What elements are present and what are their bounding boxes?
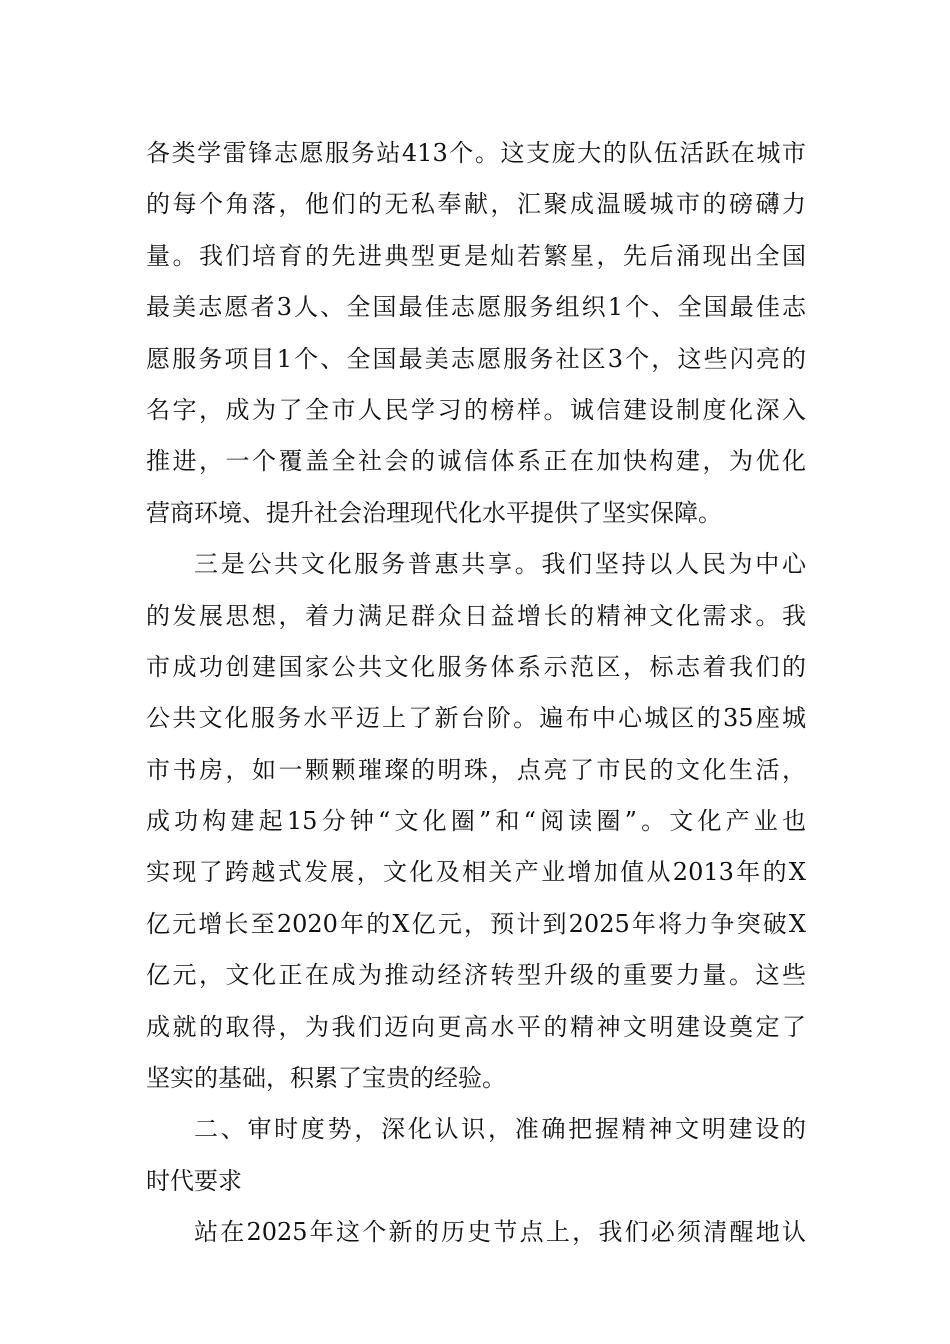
document-page (146, 128, 806, 1259)
text-line: 公共文化服务水平迈上了新台阶。遍布中心城区的35座城 (146, 704, 806, 733)
text-line: 三是公共文化服务普惠共享。我们坚持以人民为中心 (194, 550, 806, 579)
text-line: 坚实的基础，积累了宝贵的经验。 (146, 1064, 506, 1093)
text-line: 推进，一个覆盖全社会的诚信体系正在加快构建，为优化 (146, 447, 806, 476)
text-line: 愿服务项目1个、全国最美志愿服务社区3个，这些闪亮的 (146, 344, 806, 373)
heading-line: 时代要求 (146, 1166, 242, 1195)
text-line: 最美志愿者3人、全国最佳志愿服务组织1个、全国最佳志 (146, 293, 806, 322)
paragraph-new-node (146, 1207, 806, 1258)
section-heading-two (146, 1104, 806, 1207)
text-line: 市成功创建国家公共文化服务体系示范区，标志着我们的 (146, 652, 806, 681)
heading-line: 二、审时度势，深化认识，准确把握精神文明建设的 (194, 1115, 806, 1144)
text-line: 实现了跨越式发展，文化及相关产业增加值从2013年的X (146, 858, 806, 887)
text-line: 量。我们培育的先进典型更是灿若繁星，先后涌现出全国 (146, 241, 806, 270)
text-line: 名字，成为了全市人民学习的榜样。诚信建设制度化深入 (146, 395, 806, 424)
text-line: 亿元增长至2020年的X亿元，预计到2025年将力争突破X (146, 909, 806, 938)
text-line: 营商环境、提升社会治理现代化水平提供了坚实保障。 (146, 498, 722, 527)
text-line: 亿元，文化正在成为推动经济转型升级的重要力量。这些 (146, 961, 806, 990)
paragraph-public-culture (146, 539, 806, 1104)
text-line: 成就的取得，为我们迈向更高水平的精神文明建设奠定了 (146, 1012, 806, 1041)
text-line: 的发展思想，着力满足群众日益增长的精神文化需求。我 (146, 601, 806, 630)
text-line: 的每个角落，他们的无私奉献，汇聚成温暖城市的磅礴力 (146, 190, 806, 219)
text-line: 站在2025年这个新的历史节点上，我们必须清醒地认 (194, 1218, 806, 1247)
paragraph-volunteer-service (146, 128, 806, 539)
text-line: 市书房，如一颗颗璀璨的明珠，点亮了市民的文化生活， (146, 755, 806, 784)
text-line: 成功构建起15分钟“文化圈”和“阅读圈”。文化产业也 (146, 807, 806, 836)
text-line: 各类学雷锋志愿服务站413个。这支庞大的队伍活跃在城市 (146, 139, 806, 167)
